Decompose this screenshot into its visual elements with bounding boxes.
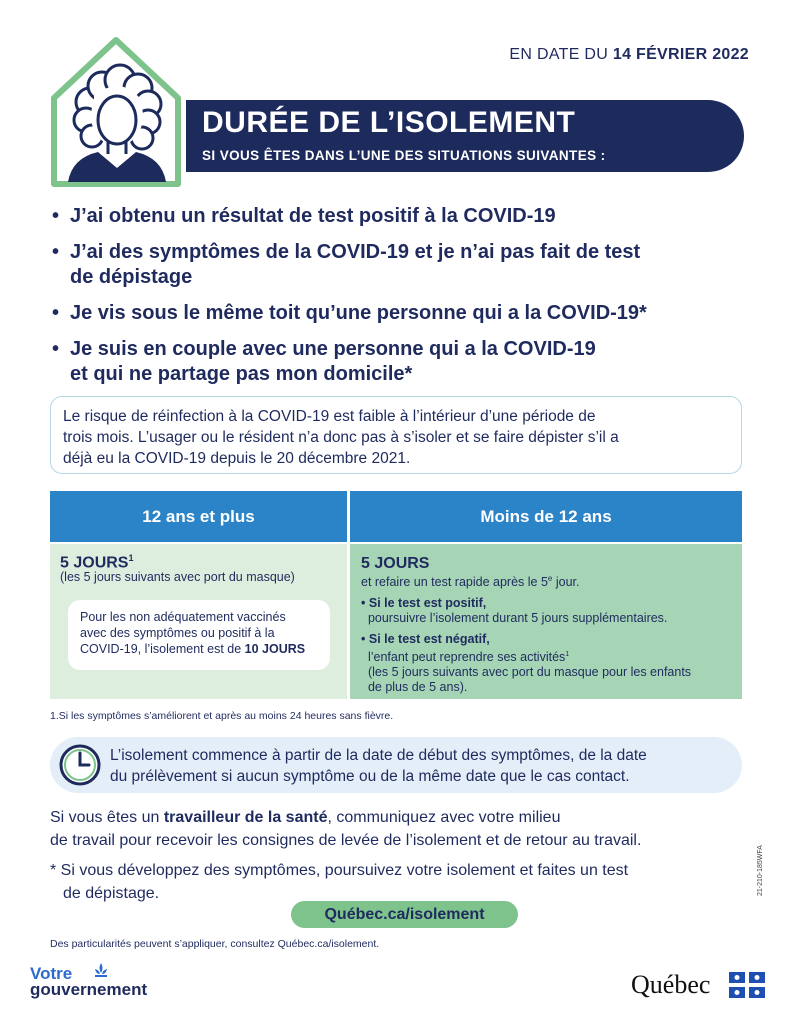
page-subtitle: SI VOUS ÊTES DANS L’UNE DES SITUATIONS SUIVANTES : (202, 148, 606, 163)
duration-title: 5 JOURS$^1$ (60, 553, 134, 572)
health-worker-note: Si vous êtes un travailleur de la santé, communiquez avec votre milieu de travail pour recevoir les consignes de levée de l’isolement et de retour au travail. (50, 809, 642, 849)
reinfection-info-box: Le risque de réinfection à la COVID-19 est faible à l’intérieur d’une période de trois mois. L’usager ou le résident n’a donc pas à s’isoler et se faire dépister s’il a déjà eu la COVID-19 depuis le 20 décembre 2021. (50, 396, 742, 474)
column-header-under-12: Moins de 12 ans (350, 491, 742, 542)
duration-title: 5 JOURS (361, 555, 430, 572)
duration-subtext: et refaire un test rapide après le 5e jour. (361, 574, 580, 590)
clock-icon (58, 743, 102, 787)
quebec-logo: Québec (631, 970, 766, 1000)
isolation-link[interactable]: Québec.ca/isolement (291, 901, 518, 928)
house-person-icon (50, 36, 182, 188)
list-item: • Je vis sous le même toit qu’une personne qui a la COVID-19* (52, 302, 647, 324)
positive-test-note: • Si le test est positif, poursuivre l’isolement durant 5 jours supplémentaires. (361, 596, 668, 625)
cell-under-12 (350, 544, 742, 699)
symptoms-footnote: * Si vous développez des symptômes, poursuivez votre isolement et faites un test de dépistage. (50, 862, 629, 902)
page-title: DURÉE DE L’ISOLEMENT (202, 106, 576, 139)
title-banner (186, 100, 744, 172)
fleur-de-lis-icon (92, 962, 110, 980)
list-item: • J’ai des symptômes de la COVID-19 et je n’ai pas fait de test de dépistage (52, 241, 641, 288)
unvaccinated-note-box: Pour les non adéquatement vaccinés avec des symptômes ou positif à la COVID-19, l’isolement est de 10 JOURS (68, 600, 330, 670)
column-header-12-plus: 12 ans et plus (50, 491, 347, 542)
date-prefix: EN DATE DU (509, 46, 609, 63)
isolation-start-box: L’isolement commence à partir de la date de début des symptômes, de la date du prélèvement si aucun symptôme ou de la même date que le cas contact. (50, 737, 742, 793)
quebec-flag-icon (729, 972, 765, 998)
list-item: • Je suis en couple avec une personne qui a la COVID-19 et qui ne partage pas mon domicile* (52, 338, 596, 385)
particularities-note: Des particularités peuvent s’appliquer, consultez Québec.ca/isolement. (50, 938, 380, 950)
negative-test-note: • Si le test est négatif, l’enfant peut reprendre ses activités$^1$ (les 5 jours suivants avec port du masque pour les enfants de plus de 5 ans). (361, 632, 692, 695)
votre-gouvernement-logo: Votre gouvernement (30, 964, 148, 999)
situations-list (50, 204, 750, 398)
footnote: 1.Si les symptômes s’améliorent et après au moins 24 heures sans fièvre. (50, 710, 394, 722)
publication-date (509, 46, 749, 64)
isolation-duration-table (50, 491, 742, 701)
duration-subtext: (les 5 jours suivants avec port du masque) (60, 570, 295, 584)
document-code: 21-210-185WFA (757, 845, 764, 896)
list-item: • J’ai obtenu un résultat de test positif à la COVID-19 (52, 205, 556, 227)
date-value: 14 FÉVRIER 2022 (612, 46, 749, 63)
cell-12-plus (50, 544, 347, 699)
